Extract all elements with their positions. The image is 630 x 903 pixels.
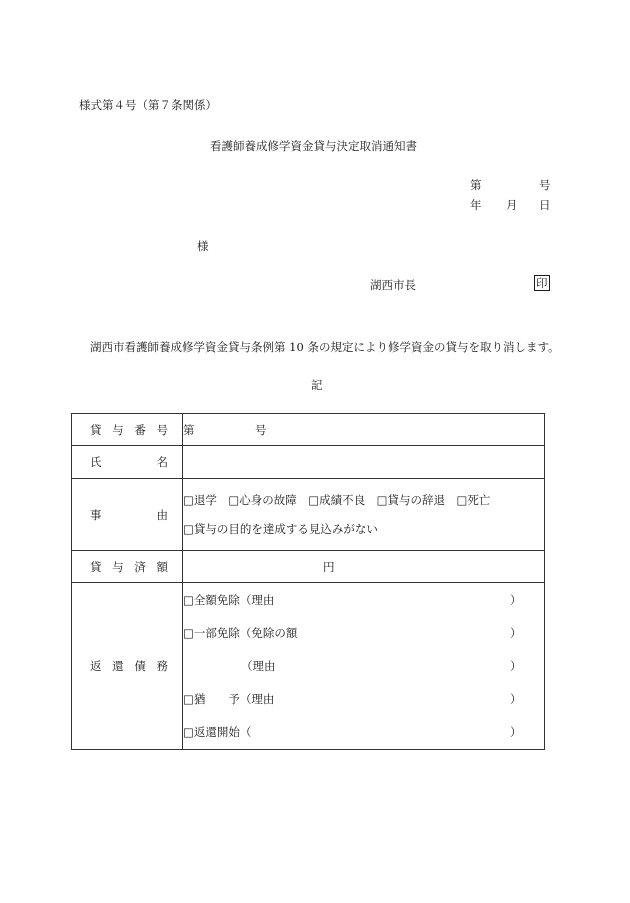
label-char: 返 xyxy=(90,659,102,673)
label-char: 名 xyxy=(156,455,168,469)
label-char: 事 xyxy=(90,507,102,522)
form-number: 様式第４号（第７条関係） xyxy=(79,98,217,112)
reason-options-line2[interactable]: □貸与の目的を達成する見込みがない xyxy=(183,522,378,536)
label-reason xyxy=(72,479,183,551)
label-char: 債 xyxy=(134,659,146,673)
seal-box: 印 xyxy=(536,276,548,290)
label-char: 務 xyxy=(156,659,168,673)
close-paren: ） xyxy=(510,725,522,739)
loan-number-field[interactable] xyxy=(183,414,545,446)
label-char: 与 xyxy=(112,422,124,437)
label-char: 氏 xyxy=(90,455,102,469)
loan-number-suffix: 号 xyxy=(255,422,267,437)
date-day: 日 xyxy=(539,198,551,212)
table-row-loan-amount xyxy=(72,551,545,583)
label-loan-number xyxy=(72,414,183,446)
label-char: 済 xyxy=(134,559,146,574)
label-char: 由 xyxy=(156,507,168,522)
issuer: 湖西市長 xyxy=(370,278,416,292)
close-paren: ） xyxy=(510,659,522,673)
date-year: 年 xyxy=(470,198,482,212)
label-char: 額 xyxy=(156,559,168,574)
option-text: □全額免除（理由 xyxy=(183,593,275,607)
doc-no-prefix: 第 xyxy=(470,178,482,192)
option-text: （理由 xyxy=(241,659,276,673)
reason-field[interactable] xyxy=(183,479,545,551)
yen-unit: 円 xyxy=(323,559,335,574)
repayment-partial-exemption[interactable] xyxy=(183,625,544,641)
label-char: 還 xyxy=(112,659,124,673)
label-char: 貸 xyxy=(90,559,102,574)
label-char: 号 xyxy=(156,422,168,437)
loan-number-prefix: 第 xyxy=(183,422,195,437)
table-row-reason xyxy=(72,479,545,551)
option-text: □返還開始（ xyxy=(183,725,252,739)
label-char: 番 xyxy=(134,422,146,437)
decision-table xyxy=(71,413,545,750)
table-row-name xyxy=(72,446,545,479)
reason-options-line1[interactable]: □退学 □心身の故障 □成績不良 □貸与の辞退 □死亡 xyxy=(183,493,491,507)
table-row-loan-number xyxy=(72,414,545,446)
close-paren: ） xyxy=(510,626,522,640)
repayment-start[interactable] xyxy=(183,724,544,740)
label-char: 貸 xyxy=(90,422,102,437)
loan-amount-field[interactable] xyxy=(183,551,545,583)
option-text: □猶 予（理由 xyxy=(183,692,275,706)
ki-label: 記 xyxy=(311,378,323,392)
repayment-partial-reason[interactable] xyxy=(183,658,544,674)
repayment-field[interactable] xyxy=(183,583,545,750)
label-repayment xyxy=(72,583,183,750)
label-char: 与 xyxy=(112,559,124,574)
addressee-suffix: 様 xyxy=(197,239,209,253)
repayment-deferral[interactable] xyxy=(183,691,544,707)
doc-no-suffix: 号 xyxy=(539,178,551,192)
close-paren: ） xyxy=(510,692,522,706)
document-title: 看護師養成修学資金貸与決定取消通知書 xyxy=(210,139,417,153)
seal-mark xyxy=(534,275,550,291)
label-loan-amount xyxy=(72,551,183,583)
table-row-repayment xyxy=(72,583,545,750)
date-month: 月 xyxy=(506,198,518,212)
close-paren: ） xyxy=(510,593,522,607)
label-name xyxy=(72,446,183,479)
body-text: 湖西市看護師養成修学資金貸与条例第 10 条の規定により修学資金の貸与を取り消します。 xyxy=(90,340,560,354)
option-text: □一部免除（免除の額 xyxy=(183,626,298,640)
name-field[interactable] xyxy=(183,446,545,479)
repayment-full-exemption[interactable] xyxy=(183,592,544,608)
